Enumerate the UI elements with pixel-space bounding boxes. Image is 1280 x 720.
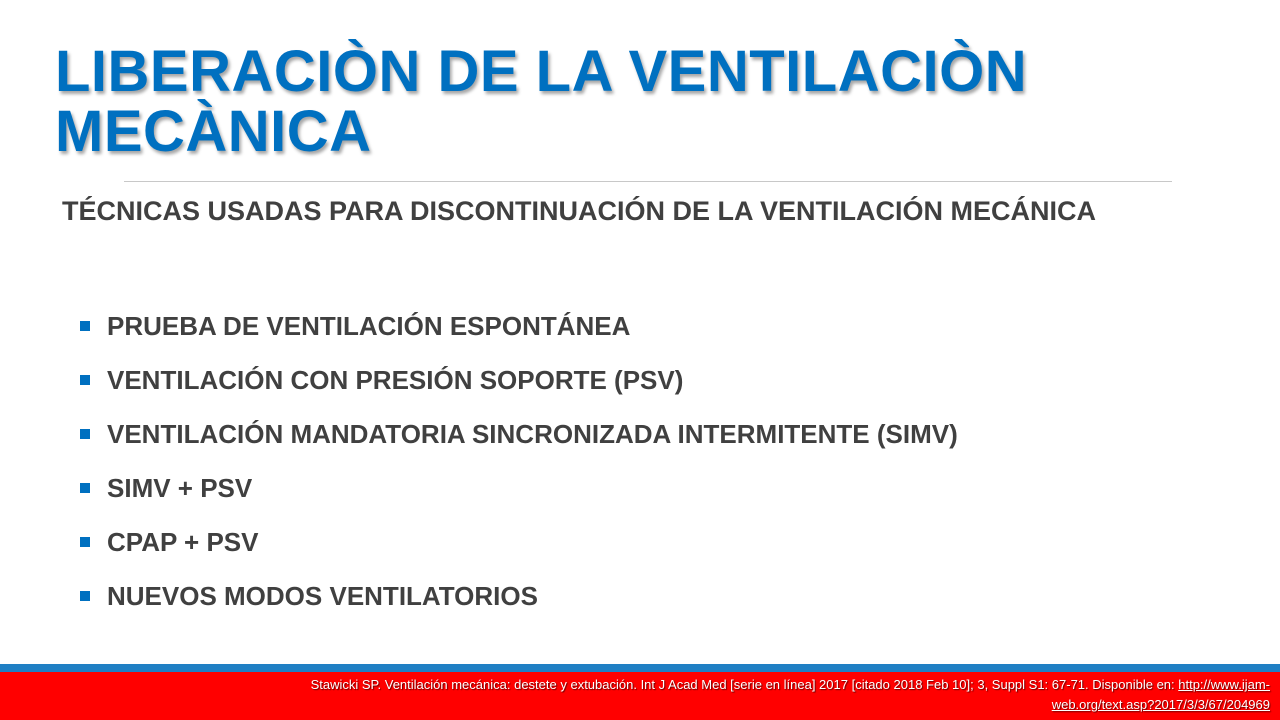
citation-link[interactable]: http://www.ijam-web.org/text.asp?2017/3/3/67/204969: [1051, 677, 1270, 712]
bullet-item: [80, 521, 958, 575]
bullet-list: [80, 305, 958, 629]
square-bullet-icon: [80, 429, 90, 439]
bullet-text: CPAP + PSV: [107, 527, 259, 557]
title-divider: [124, 181, 1172, 182]
square-bullet-icon: [80, 321, 90, 331]
bullet-text: NUEVOS MODOS VENTILATORIOS: [107, 581, 538, 611]
bullet-item: [80, 359, 958, 413]
square-bullet-icon: [80, 591, 90, 601]
slide-title-line-2: MECÀNICA: [55, 99, 372, 164]
citation-text: Stawicki SP. Ventilación mecánica: destete y extubación. Int J Acad Med [serie en línea] 2017 [citado 2018 Feb 10]; 3, Suppl S1: 67-71. Disponible en:: [310, 677, 1179, 692]
bullet-item: [80, 413, 958, 467]
bullet-text: SIMV + PSV: [107, 473, 253, 503]
square-bullet-icon: [80, 537, 90, 547]
bullet-item: [80, 305, 958, 359]
slide-subtitle: TÉCNICAS USADAS PARA DISCONTINUACIÓN DE LA VENTILACIÓN MECÁNICA: [62, 196, 1097, 226]
slide-title-line-1: LIBERACIÒN DE LA VENTILACIÒN: [55, 39, 1028, 104]
bullet-item: [80, 467, 958, 521]
bullet-item: [80, 575, 958, 629]
bullet-text: PRUEBA DE VENTILACIÓN ESPONTÁNEA: [107, 311, 631, 341]
footer-blue-stripe: [0, 664, 1280, 672]
square-bullet-icon: [80, 375, 90, 385]
slide-title: [55, 39, 1235, 164]
square-bullet-icon: [80, 483, 90, 493]
bullet-text: VENTILACIÓN MANDATORIA SINCRONIZADA INTERMITENTE (SIMV): [107, 419, 958, 449]
citation: [310, 675, 1270, 715]
bullet-text: VENTILACIÓN CON PRESIÓN SOPORTE (PSV): [107, 365, 684, 395]
